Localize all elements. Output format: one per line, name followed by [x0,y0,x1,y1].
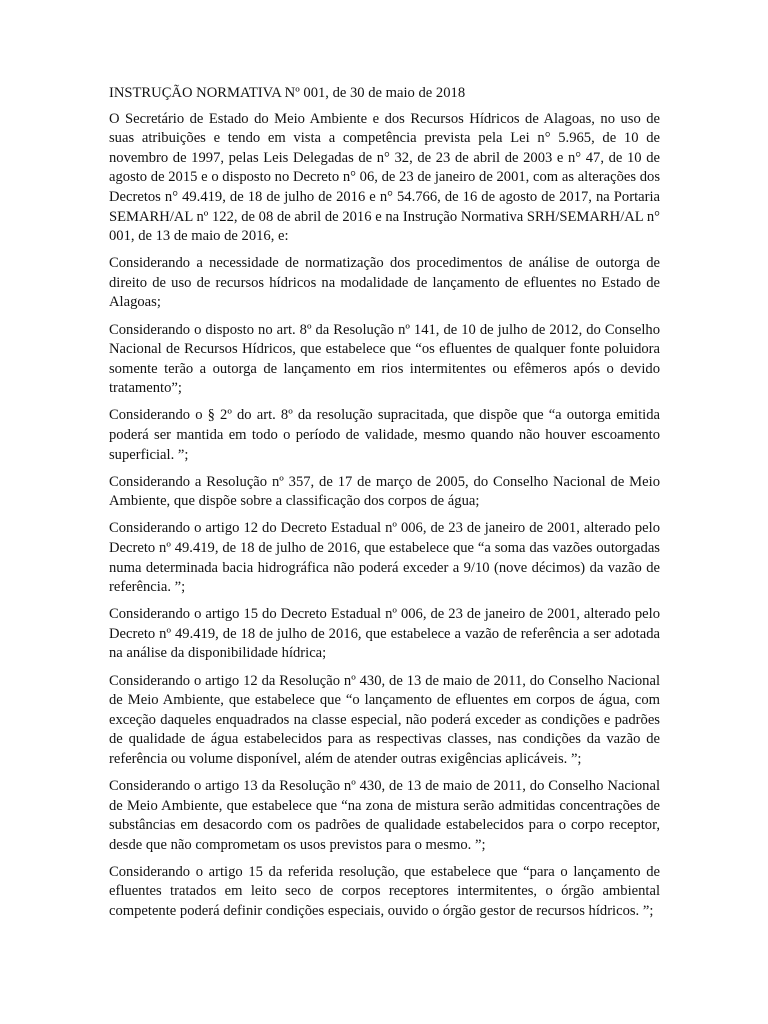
paragraph-considerando-1: Considerando a necessidade de normatização dos procedimentos de análise de outorga de direito de uso de recursos hídricos na modalidade de lançamento de efluentes no Estado de Alagoas; [109,255,660,311]
paragraph-considerando-6: Considerando o artigo 15 do Decreto Estadual nº 006, de 23 de janeiro de 2001, alterado pelo Decreto nº 49.419, de 18 de julho de 2016, que estabelece a vazão de referência a ser adotada na análise da disponibilidade hídrica; [109,606,660,662]
paragraph-considerando-8: Considerando o artigo 13 da Resolução nº 430, de 13 de maio de 2011, do Conselho Nacional de Meio Ambiente, que estabelece que “na zona de mistura serão admitidas concentrações de substâncias em desacordo com os padrões de qualidade estabelecidos para o corpo receptor, desde que não comprometam os usos previstos para o mesmo. ”; [109,778,660,853]
paragraph-considerando-5: Considerando o artigo 12 do Decreto Estadual nº 006, de 23 de janeiro de 2001, alterado pelo Decreto nº 49.419, de 18 de julho de 2016, que estabelece que “a soma das vazões outorgadas numa determinada bacia hidrográfica não poderá exceder a 9/10 (nove décimos) da vazão de referência. ”; [109,520,660,596]
document-title: INSTRUÇÃO NORMATIVA Nº 001, de 30 de maio de 2018 [109,85,466,101]
paragraph-considerando-2: Considerando o disposto no art. 8º da Resolução nº 141, de 10 de julho de 2012, do Conselho Nacional de Recursos Hídricos, que estabelece que “os efluentes de qualquer fonte poluidora somente terão a outorga de lançamento em rios intermitentes ou efêmeros após o devido tratamento”; [109,321,660,397]
paragraph-considerando-3: Considerando o § 2º do art. 8º da resolução supracitada, que dispõe que “a outorga emitida poderá ser mantida em todo o período de validade, mesmo quando não houver escoamento superficial. ”; [109,407,660,463]
paragraph-considerando-4: Considerando a Resolução nº 357, de 17 de março de 2005, do Conselho Nacional de Meio Ambiente, que dispõe sobre a classificação dos corpos de água; [109,473,660,510]
paragraph-preamble: O Secretário de Estado do Meio Ambiente e dos Recursos Hídricos de Alagoas, no uso de suas atribuições e tendo em vista a competência prevista pela Lei n° 5.965, de 10 de novembro de 1997, pelas Leis Delegadas de n° 32, de 23 de abril de 2003 e n° 47, de 10 de agosto de 2015 e o disposto no Decreto n° 06, de 23 de janeiro de 2001, com as alterações dos Decretos n° 49.419, de 18 de julho de 2016 e n° 54.766, de 16 de agosto de 2017, na Portaria SEMARH/AL nº 122, de 08 de abril de 2016 e na Instrução Normativa SRH/SEMARH/AL n° 001, de 13 de maio de 2016, e: [109,110,660,245]
document-page [109,84,660,929]
paragraph-considerando-7: Considerando o artigo 12 da Resolução nº 430, de 13 de maio de 2011, do Conselho Nacional de Meio Ambiente, que estabelece que “o lançamento de efluentes em corpos de água, com exceção daqueles enquadrados na classe especial, não poderá exceder as condições e padrões de qualidade de água estabelecidos para as respectivas classes, nas condições da vazão de referência ou volume disponível, além de atender outras exigências aplicáveis. ”; [109,672,660,767]
paragraph-considerando-9: Considerando o artigo 15 da referida resolução, que estabelece que “para o lançamento de efluentes tratados em leito seco de corpos receptores intermitentes, o órgão ambiental competente poderá definir condições especiais, ouvido o órgão gestor de recursos hídricos. ”; [109,863,660,920]
